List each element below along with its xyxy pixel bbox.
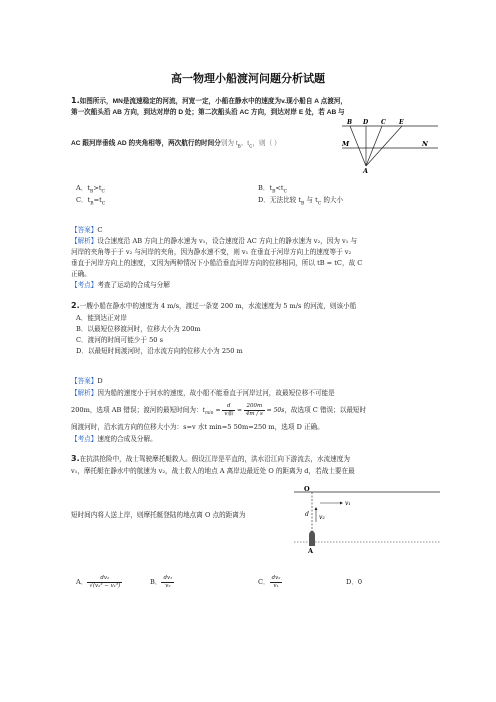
q1-option-c-label: C．t (76, 196, 91, 204)
q1-diagram-label-m: M (342, 140, 350, 148)
q1-diagram-label-b: B (347, 119, 353, 126)
q2-point-text: 速度的合成及分解。 (97, 435, 157, 443)
q2-answer-value: D (97, 377, 103, 385)
q1-option-b-label: B．t (258, 184, 273, 192)
q1-option-d-mid: 与 t (304, 196, 318, 204)
q1-analysis-text3: 垂直于河岸方向上的速度，又因为两种情况下小船沿垂直河岸方向的位移相同，所以 t (71, 259, 320, 267)
q1-point-text: 考查了运动的合成与分解 (97, 281, 170, 289)
q3-diagram (292, 482, 442, 554)
q3-option-c-frac (270, 575, 283, 590)
q1-analysis-line4: 正确。 (71, 270, 91, 278)
q3-diagram-label-v2: v₂ (319, 514, 325, 521)
q2-formula-t: t (202, 407, 205, 414)
q1-stem-line1: 如图所示，MN是流速稳定的河流，河宽一定，小船在静水中的速度为v.现小船自 A 点渡河， (79, 98, 348, 105)
q1-option-a-label: A．t (76, 184, 91, 192)
q3-arrowhead-v2 (315, 507, 318, 510)
q2-formula (202, 403, 285, 417)
q1-sep: 、t (240, 140, 250, 147)
q2-analysis-line3: 间渡河时，沿水流方向的位移大小为：s=v 水t min=5 50m=250 m，选项 D 正确。 (71, 423, 324, 431)
q3-option-a[interactable] (76, 574, 122, 590)
q2-formula-result: = 50s (264, 407, 285, 414)
q1-point-tag: 【考点】 (71, 281, 98, 289)
q1-option-b-sub1: B (272, 189, 276, 195)
q1-stem-line2: 第一次船头沿 AB 方向，到达对岸的 D 处；第二次船头沿 AC 方向，到达对岸 E 处，若 AB 与 (71, 109, 345, 116)
q3-option-a-den: √(v₂² − v₁²) (89, 582, 121, 589)
q1-answer-value: C (97, 226, 103, 234)
q1-diagram (340, 116, 440, 174)
q1-sub-c: C (249, 143, 253, 149)
q1-answer (71, 225, 102, 236)
q3-option-c[interactable] (258, 574, 282, 590)
q2-analysis-tag: 【解析】 (71, 389, 98, 397)
q3-option-c-num: dv₂ (271, 574, 281, 581)
q1-analysis-text1: 设合速度沿 AB 方向上的静水速为 v₁，设合速度沿 AC 方向上的静水速为 v₂，因为 v₁ 与 (97, 237, 358, 245)
q1-number: 1. (71, 96, 80, 105)
q3-stem-line1 (71, 454, 350, 465)
q2-option-a[interactable]: A．能到达正对岸 (76, 314, 127, 322)
q3-option-a-label: A． (76, 578, 88, 586)
q2-analysis-line2 (71, 402, 366, 422)
q3-diagram-label-o: O (304, 485, 310, 493)
q1-diagram-label-e: E (399, 119, 404, 126)
q1-analysis-line3 (71, 258, 362, 269)
q1-line3 (71, 139, 281, 152)
q2-formula-eq2: = (235, 407, 244, 414)
q2-option-d[interactable]: D．以最短时间渡河时，沿水流方向的位移大小为 250 m (76, 347, 243, 355)
q1-option-d-label: D．无法比较 t (258, 196, 302, 204)
q1-line-ab (350, 126, 366, 166)
q2-formula-den2: 4m / s (245, 411, 263, 417)
q3-boat-icon (309, 531, 315, 547)
q1-option-a-sub1: B (90, 189, 94, 195)
q3-option-b-frac (161, 575, 174, 590)
q1-option-b-sub2: C (283, 189, 288, 195)
q1-option-d[interactable] (258, 195, 343, 210)
q2-analysis-text2a: 200m，选项 AB 错误；渡河的最短时间为： (71, 406, 203, 414)
q1-analysis-line1 (71, 236, 357, 247)
q2-answer (71, 376, 103, 387)
q2-stem (71, 301, 356, 312)
q3-stem-text1: 在抗洪抢险中，战士驾驶摩托艇救人。假设江岸是平直的，洪水沿江向下游流去，水流速度为 (79, 455, 350, 463)
q2-analysis-text2b: ，故选项 C 错误；以最短时 (284, 406, 367, 414)
q3-stem-line2: v₁，摩托艇在静水中的航速为 v₂，战士救人的地点 A 离岸边最近处 O 的距离为 d，若战士要在最 (71, 467, 355, 475)
q2-formula-num2: 200m (244, 403, 265, 411)
q1-analysis-line2: 河岸的夹角等于于 v₂ 与河岸的夹角，因为静水速不变，则 v₁ 在垂直于河岸方向上的速度等于 v₂ (71, 248, 352, 256)
q1-option-c-mid: =t (93, 196, 102, 204)
q1-option-c[interactable] (76, 195, 105, 210)
q1-option-c-sub1: B (90, 201, 94, 207)
q1-line-ac (366, 126, 382, 166)
q1-diagram-label-n: N (422, 140, 428, 148)
q2-formula-num1: d (222, 403, 235, 411)
q3-option-b[interactable] (150, 574, 174, 590)
q1-option-d-sub1: B (301, 201, 305, 207)
q1-analysis-tag: 【解析】 (71, 237, 98, 245)
q3-option-c-den: v₁ (273, 582, 279, 589)
q1-stem-line3-bold: AC 跟河岸垂线 AD 的夹角相等，两次航行的时间分 (71, 140, 221, 147)
q1-option-a-mid: >t (93, 184, 102, 192)
q2-formula-eq1: = (213, 407, 223, 414)
q3-diagram-label-v1: v₁ (345, 500, 351, 507)
q1-option-c-sub2: C (101, 201, 106, 207)
q2-option-b[interactable]: B．以最短位移渡河时，位移大小为 200m (76, 325, 201, 333)
q1-option-b-mid: <t (275, 184, 284, 192)
q2-stem-text: 一艘小船在静水中的速度为 4 m/s，渡过一条宽 200 m，水流速度为 5 m/s 的河流，则该小船 (79, 302, 357, 310)
q3-stem-line3: 短时间内将人送上岸，则摩托艇登陆的地点离 O 点的距离为 (71, 511, 246, 519)
q1-answer-tag: 【答案】 (71, 226, 98, 234)
q3-diagram-label-d: d (305, 511, 309, 518)
q1-diagram-label-c: C (381, 119, 386, 126)
q1-diagram-label-a: A (363, 167, 369, 174)
page-title: 高一物理小船渡河问题分析试题 (171, 72, 325, 85)
q1-option-d-tail: 的大小 (321, 196, 344, 204)
q3-option-d[interactable]: D．0 (346, 578, 363, 586)
q3-arrowhead-v1 (340, 502, 343, 505)
q1-diagram-label-d: D (363, 119, 369, 126)
q1-point (71, 280, 170, 291)
q1-line1 (71, 96, 347, 108)
q2-analysis-line1 (71, 388, 335, 399)
q2-formula-den1: v船 (224, 411, 234, 417)
q3-option-a-num: dv₂ (87, 575, 122, 583)
q1-analysis-text3-tail: B = tC，故 C (319, 259, 363, 267)
q1-option-d-sub2: C (317, 201, 322, 207)
q3-diagram-label-a: A (308, 547, 314, 554)
q1-option-a-sub2: C (101, 189, 105, 195)
q1-line-ae (366, 126, 402, 166)
q3-option-b-num: dv₁ (163, 574, 173, 581)
q1-tail: ，则（ ） (252, 140, 281, 147)
q2-analysis-text1: 因为船的速度小于河水的速度，故小船不能垂直于河岸过河，故最短位移不可能是 (97, 389, 335, 397)
q2-point-tag: 【考点】 (71, 435, 98, 443)
q3-number: 3. (71, 454, 80, 463)
q2-formula-frac1 (222, 403, 235, 418)
q2-answer-tag: 【答案】 (71, 377, 98, 385)
q3-option-a-frac (87, 575, 122, 590)
q3-option-b-label: B． (150, 578, 162, 586)
q1-stem-line3-rest: 别为 t (220, 140, 238, 147)
q2-formula-sub: min (204, 411, 214, 417)
q1-sub-b: B (237, 143, 241, 149)
q3-option-b-den: v₂ (165, 582, 171, 589)
q2-number: 2. (71, 301, 80, 310)
q2-formula-frac2 (244, 403, 265, 418)
q2-point (71, 434, 157, 445)
q2-option-c[interactable]: C．渡河的时间可能少于 50 s (76, 336, 163, 344)
q3-option-c-label: C． (258, 578, 270, 586)
